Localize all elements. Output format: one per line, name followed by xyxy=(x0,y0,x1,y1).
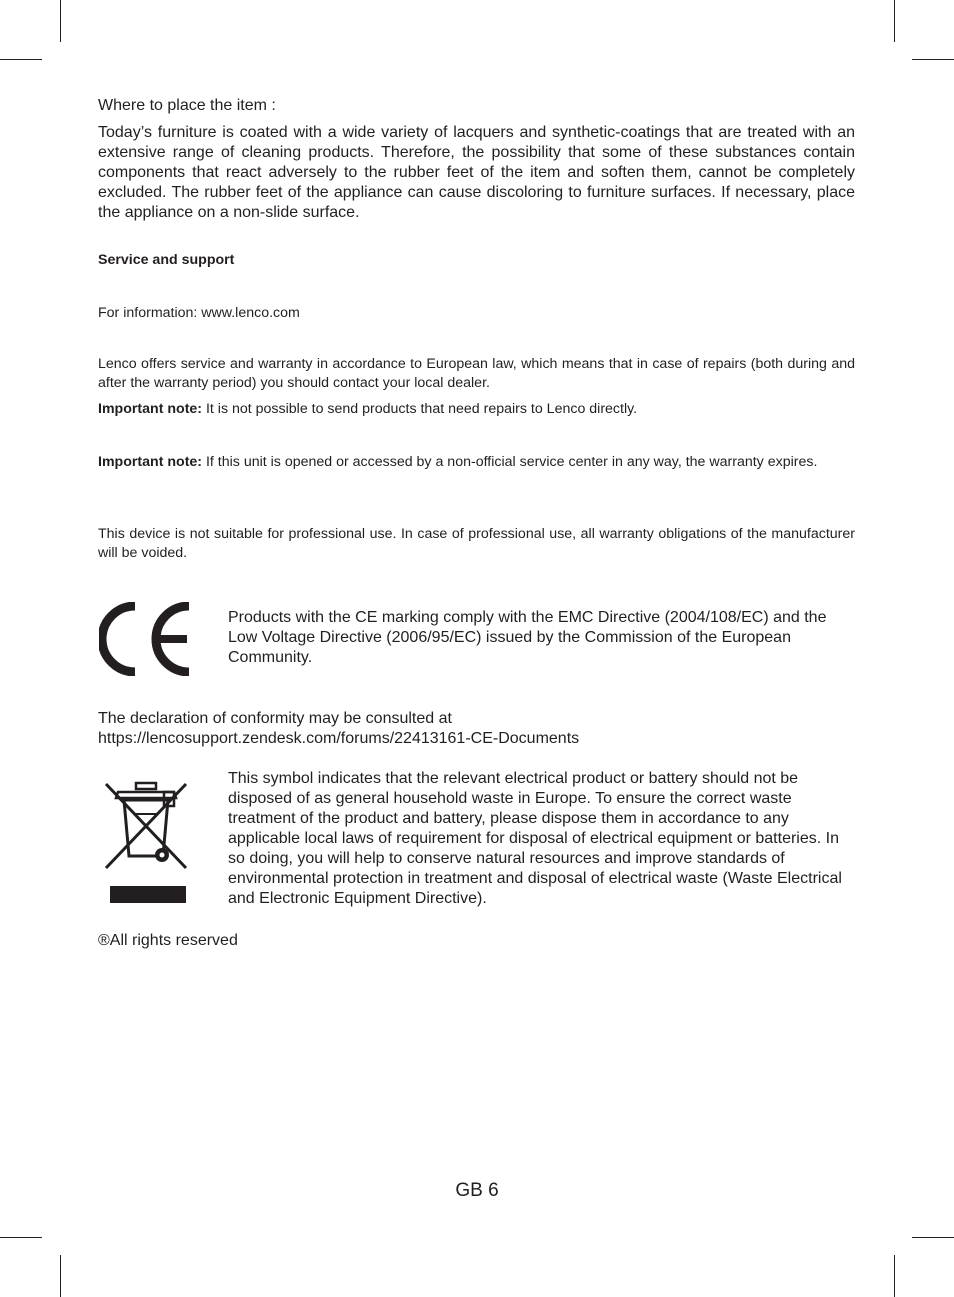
professional-use-paragraph: This device is not suitable for professional use. In case of professional use, all warranty obligations of the manufacturer will be voided. xyxy=(98,526,855,561)
crop-mark xyxy=(894,0,895,42)
note-text: It is not possible to send products that need repairs to Lenco directly. xyxy=(202,401,638,417)
crop-mark xyxy=(60,1255,61,1297)
crossed-out-wheelie-bin-icon xyxy=(100,776,192,906)
crop-mark xyxy=(912,59,954,60)
crop-mark xyxy=(894,1255,895,1297)
note-label: Important note: xyxy=(98,454,203,470)
note-label: Important note: xyxy=(98,401,203,417)
note-text: If this unit is opened or accessed by a non-official service center in any way, the warranty expires. xyxy=(202,454,818,470)
heading-where-to-place: Where to place the item : xyxy=(98,97,276,114)
rights-reserved: ®All rights reserved xyxy=(98,932,238,949)
lenco-service-paragraph: Lenco offers service and warranty in accordance to European law, which means that in case of repairs (both during and after the warranty period) you should contact your local dealer. xyxy=(98,356,855,391)
ce-marking-icon xyxy=(99,602,194,676)
service-heading: Service and support xyxy=(98,252,235,268)
important-note-warranty xyxy=(98,453,855,472)
important-note-repairs xyxy=(98,400,855,419)
furniture-paragraph: Today’s furniture is coated with a wide variety of lacquers and synthetic-coatings that are treated with an extensive range of cleaning products. Therefore, the possibility that some of these substances contain components that react adversely to the rubber feet of the item and soften them, cannot be completely excluded. The rubber feet of the appliance can cause discoloring to furniture surfaces. If necessary, place the appliance on a non-slide surface. xyxy=(98,124,855,221)
ce-compliance-paragraph: Products with the CE marking comply with the EMC Directive (2004/108/EC) and the Low Voltage Directive (2006/95/EC) issued by the Commission of the European Community. xyxy=(228,609,827,666)
crop-mark xyxy=(0,1237,42,1238)
declaration-link: https://lencosupport.zendesk.com/forums/22413161-CE-Documents xyxy=(98,730,580,747)
page-number: GB 6 xyxy=(455,1180,499,1201)
crop-mark xyxy=(912,1237,954,1238)
info-line: For information: www.lenco.com xyxy=(98,305,300,321)
declaration-line: The declaration of conformity may be consulted at xyxy=(98,710,452,727)
crop-mark xyxy=(60,0,61,42)
crop-mark xyxy=(0,59,42,60)
weee-paragraph: This symbol indicates that the relevant electrical product or battery should not be disposed of as general household waste in Europe. To ensure the correct waste treatment of the product and battery, please dispose them in accordance to any applicable local laws of requirement for disposal of electrical equipment or batteries. In so doing, you will help to conserve natural resources and improve standards of environmental protection in treatment and disposal of electrical waste (Waste Electrical and Electronic Equipment Directive). xyxy=(228,770,842,907)
